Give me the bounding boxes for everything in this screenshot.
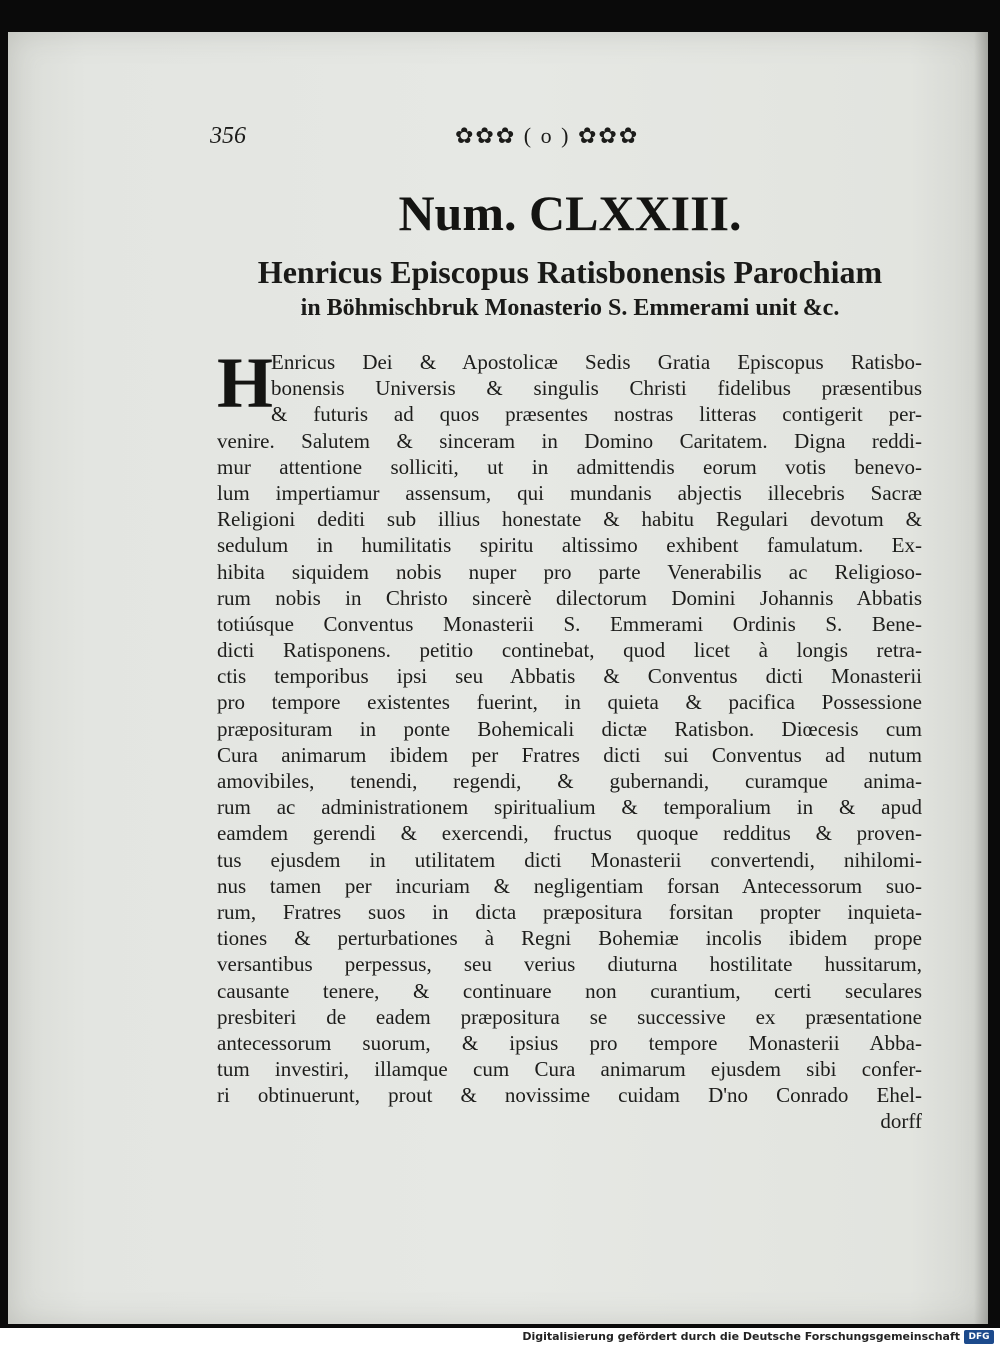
text-line: hibita siquidem nobis nuper pro parte Venerabilis ac Religioso-	[217, 559, 922, 584]
document-subheadline: in Böhmischbruk Monasterio S. Emmerami unit &c.	[300, 295, 840, 321]
text-line: mur attentione solliciti, ut in admittendis eorum votis benevo-	[217, 454, 922, 479]
text-line: pro tempore existentes fuerint, in quieta & pacifica Possessione	[217, 690, 922, 715]
text-line: antecessorum suorum, & ipsius pro tempore Monasterii Abba-	[217, 1030, 922, 1055]
text-line: totiúsque Conventus Monasterii S. Emmerami Ordinis S. Bene-	[217, 611, 922, 636]
text-line: rum nobis in Christo sincerè dilectorum Domini Johannis Abbatis	[217, 585, 922, 610]
text-line: dicti Ratisponens. petitio continebat, quod licet à longis retra-	[217, 638, 922, 663]
text-line: Religioni dediti sub illius honestate & habitu Regulari devotum &	[217, 507, 922, 532]
text-line: tiones & perturbationes à Regni Bohemiæ incolis ibidem prope	[217, 926, 922, 951]
dfg-logo-icon: DFG	[964, 1330, 994, 1344]
text-line: & futuris ad quos præsentes nostras litteras contigerit per-	[271, 402, 922, 427]
text-line: Cura animarum ibidem per Fratres dicti sui Conventus ad nutum	[217, 742, 922, 767]
drop-cap: H	[217, 343, 274, 423]
text-line: rum, Fratres suos in dicta præpositura forsitan propter inquieta-	[217, 899, 922, 924]
text-line: Enricus Dei & Apostolicæ Sedis Gratia Episcopus Ratisbo-	[271, 350, 922, 374]
text-line: nus tamen per incuriam & negligentiam forsan Antecessorum suo-	[217, 873, 922, 898]
running-head	[210, 123, 930, 159]
digitization-credit: Digitalisierung gefördert durch die Deutsche Forschungsgemeinschaft	[522, 1330, 960, 1343]
document-headline: Henricus Episcopus Ratisbonensis Parochiam	[257, 254, 883, 290]
header-ornament: ✿✿✿ ( o ) ✿✿✿	[455, 123, 640, 148]
text-line: rum ac administrationem spiritualium & temporalium in & apud	[217, 795, 922, 820]
text-line: præposituram in ponte Bohemicali dictæ Ratisbon. Diœcesis cum	[217, 716, 922, 741]
catchword: dorff	[880, 1109, 922, 1134]
text-line: versantibus perpessus, seu verius diuturna hostilitate hussitarum,	[217, 952, 922, 977]
document-number-title: Num. CLXXIII.	[398, 185, 742, 241]
page-edge-shadow	[974, 32, 988, 1324]
text-line: presbiteri de eadem præpositura se successive ex præsentatione	[217, 1004, 922, 1029]
text-line: ctis temporibus ipsi seu Abbatis & Conventus dicti Monasterii	[217, 664, 922, 689]
text-line: amovibiles, tenendi, regendi, & gubernandi, curamque anima-	[217, 769, 922, 793]
page-number: 356	[210, 123, 246, 149]
footer-bar	[0, 1328, 1000, 1347]
text-line: venire. Salutem & sinceram in Domino Caritatem. Digna reddi-	[217, 428, 922, 453]
text-line: ri obtinuerunt, prout & novissime cuidam D'no Conrado Ehel-	[217, 1083, 922, 1108]
text-line: causante tenere, & continuare non curantium, certi seculares	[217, 978, 922, 1003]
body-text	[217, 343, 922, 1135]
text-line: tus ejusdem in utilitatem dicti Monasterii convertendi, nihilomi-	[217, 847, 922, 872]
text-line: eamdem gerendi & exercendi, fructus quoque redditus & proven-	[217, 821, 922, 846]
text-line: bonensis Universis & singulis Christi fidelibus præsentibus	[271, 376, 922, 401]
text-line: lum impertiamur assensum, qui mundanis abjectis illecebris Sacræ	[217, 480, 922, 505]
text-line: sedulum in humilitatis spiritu altissimo exhibent famulatum. Ex-	[217, 533, 922, 558]
text-line: tum investiri, illamque cum Cura animarum ejusdem sibi confer-	[217, 1057, 922, 1082]
